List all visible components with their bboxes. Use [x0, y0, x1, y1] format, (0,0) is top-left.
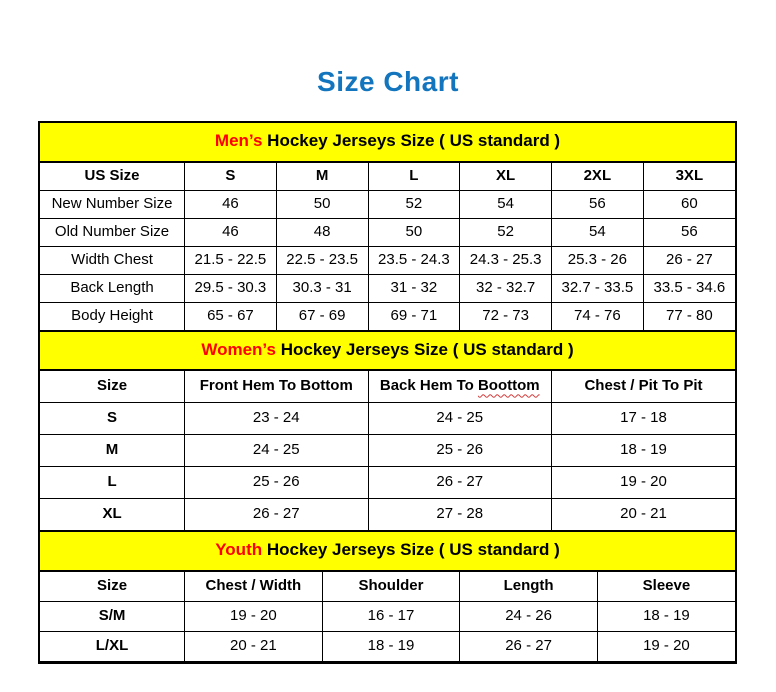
column-header: 2XL [551, 162, 643, 190]
section-heading-text: Hockey Jerseys Size ( US standard ) [275, 339, 574, 359]
size-value-cell: 25.3 - 26 [551, 246, 643, 274]
column-header: Sleeve [597, 572, 735, 602]
mens-size-table [40, 162, 735, 331]
size-value-cell: 32 - 32.7 [460, 274, 552, 302]
column-header: Chest / Pit To Pit [551, 371, 735, 403]
table-row [40, 602, 735, 632]
size-value-cell: 32.7 - 33.5 [551, 274, 643, 302]
size-value-cell: 24 - 25 [185, 435, 368, 467]
size-value-cell: 27 - 28 [368, 499, 551, 531]
column-header: Size [40, 371, 185, 403]
size-value-cell: 46 [185, 190, 277, 218]
column-header: L [368, 162, 460, 190]
size-value-cell: 67 - 69 [276, 302, 368, 330]
table-row [40, 632, 735, 662]
row-label: New Number Size [40, 190, 185, 218]
column-header: S [185, 162, 277, 190]
row-label: L [40, 467, 185, 499]
row-label: XL [40, 499, 185, 531]
size-value-cell: 19 - 20 [597, 632, 735, 662]
size-chart-tables [38, 121, 737, 664]
table-row [40, 467, 735, 499]
size-value-cell: 25 - 26 [368, 435, 551, 467]
size-value-cell: 30.3 - 31 [276, 274, 368, 302]
row-label: S [40, 403, 185, 435]
size-value-cell: 21.5 - 22.5 [185, 246, 277, 274]
size-value-cell: 77 - 80 [643, 302, 735, 330]
section-heading-text: Hockey Jerseys Size ( US standard ) [262, 540, 560, 560]
size-value-cell: 74 - 76 [551, 302, 643, 330]
row-label: M [40, 435, 185, 467]
size-value-cell: 54 [551, 218, 643, 246]
size-value-cell: 20 - 21 [185, 632, 323, 662]
header-row [40, 162, 735, 190]
size-value-cell: 24.3 - 25.3 [460, 246, 552, 274]
size-value-cell: 16 - 17 [322, 602, 460, 632]
table-row [40, 274, 735, 302]
size-value-cell: 33.5 - 34.6 [643, 274, 735, 302]
size-value-cell: 48 [276, 218, 368, 246]
size-value-cell: 46 [185, 218, 277, 246]
size-value-cell: 20 - 21 [551, 499, 735, 531]
column-header: M [276, 162, 368, 190]
womens-size-table [40, 370, 735, 531]
size-value-cell: 50 [276, 190, 368, 218]
size-value-cell: 25 - 26 [185, 467, 368, 499]
size-value-cell: 23.5 - 24.3 [368, 246, 460, 274]
row-label: Width Chest [40, 246, 185, 274]
size-value-cell: 72 - 73 [460, 302, 552, 330]
size-value-cell: 23 - 24 [185, 403, 368, 435]
size-value-cell: 24 - 26 [460, 602, 598, 632]
column-header: Size [40, 572, 185, 602]
row-label: S/M [40, 602, 185, 632]
section-heading-womens [40, 331, 735, 371]
size-value-cell: 69 - 71 [368, 302, 460, 330]
section-heading-mens [40, 123, 735, 162]
section-heading-accent: Women’s [201, 339, 276, 359]
row-label: Back Length [40, 274, 185, 302]
size-value-cell: 52 [460, 218, 552, 246]
size-value-cell: 29.5 - 30.3 [185, 274, 277, 302]
size-value-cell: 65 - 67 [185, 302, 277, 330]
table-row [40, 246, 735, 274]
table-row [40, 190, 735, 218]
size-value-cell: 18 - 19 [551, 435, 735, 467]
table-row [40, 302, 735, 330]
size-value-cell: 17 - 18 [551, 403, 735, 435]
section-heading-accent: Youth [215, 540, 263, 560]
row-label: Old Number Size [40, 218, 185, 246]
size-value-cell: 31 - 32 [368, 274, 460, 302]
table-row [40, 435, 735, 467]
section-heading-text: Hockey Jerseys Size ( US standard ) [262, 131, 561, 150]
size-value-cell: 56 [551, 190, 643, 218]
column-header: US Size [40, 162, 185, 190]
size-value-cell: 26 - 27 [368, 467, 551, 499]
column-header: Back Hem To Boottom [368, 371, 551, 403]
size-value-cell: 60 [643, 190, 735, 218]
table-row [40, 218, 735, 246]
size-value-cell: 19 - 20 [185, 602, 323, 632]
column-header: Chest / Width [185, 572, 323, 602]
column-header: 3XL [643, 162, 735, 190]
size-value-cell: 26 - 27 [643, 246, 735, 274]
row-label: L/XL [40, 632, 185, 662]
table-row [40, 499, 735, 531]
column-header: XL [460, 162, 552, 190]
size-value-cell: 26 - 27 [460, 632, 598, 662]
table-row [40, 403, 735, 435]
size-value-cell: 18 - 19 [597, 602, 735, 632]
size-value-cell: 24 - 25 [368, 403, 551, 435]
header-row [40, 371, 735, 403]
section-heading-youth [40, 531, 735, 571]
youth-size-table [40, 571, 735, 662]
size-value-cell: 56 [643, 218, 735, 246]
size-value-cell: 54 [460, 190, 552, 218]
size-value-cell: 50 [368, 218, 460, 246]
size-value-cell: 18 - 19 [322, 632, 460, 662]
size-value-cell: 19 - 20 [551, 467, 735, 499]
size-value-cell: 26 - 27 [185, 499, 368, 531]
header-row [40, 572, 735, 602]
misspelled-word: Boottom [477, 377, 540, 395]
size-value-cell: 22.5 - 23.5 [276, 246, 368, 274]
section-heading-accent: Men’s [214, 131, 263, 150]
column-header: Front Hem To Bottom [185, 371, 368, 403]
column-header: Shoulder [322, 572, 460, 602]
row-label: Body Height [40, 302, 185, 330]
column-header: Length [460, 572, 598, 602]
page-title: Size Chart [317, 66, 459, 97]
size-value-cell: 52 [368, 190, 460, 218]
